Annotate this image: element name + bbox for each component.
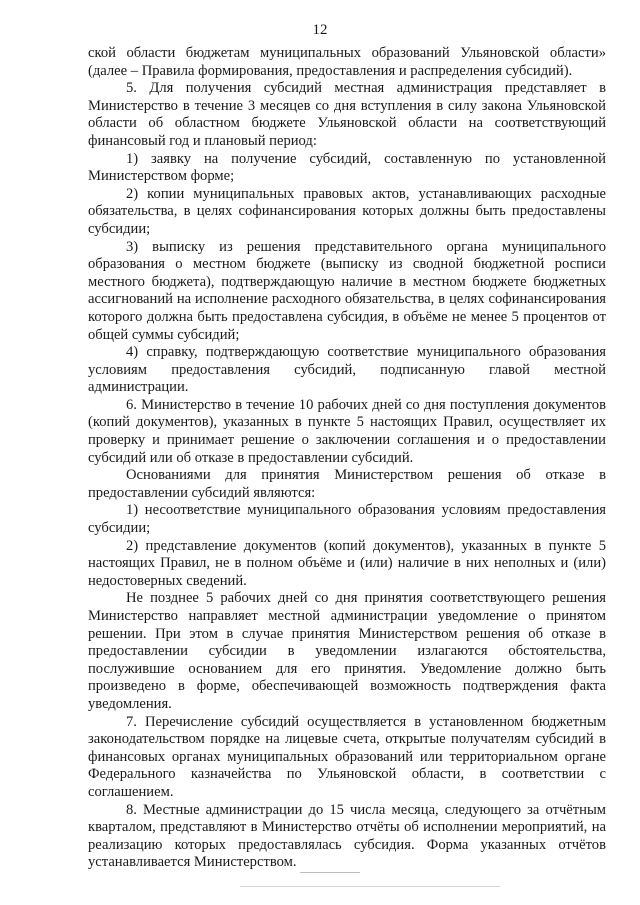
- document-body: [88, 45, 606, 872]
- paragraph-item-6: 6. Министерство в течение 10 рабочих дней со дня поступления документов (копий документов), указанных в пункте 5 настоящих Правил, осуществляет их проверку и принимает решение о заключении соглашения и о предоставлении субсидий или об отказе в предоставлении субсидий.: [88, 396, 606, 466]
- paragraph-refusal-grounds: Основаниями для принятия Министерством решения об отказе в предоставлении субсидий являются:: [88, 467, 606, 501]
- paragraph-refusal-ground-1: 1) несоответствие муниципального образования условиям предоставления субсидии;: [88, 502, 606, 537]
- paragraph-continuation: ской области бюджетам муниципальных образований Ульяновской области» (далее – Правила формирования, предоставления и распределения субсидий).: [88, 45, 606, 79]
- paragraph-notification: Не позднее 5 рабочих дней со дня принятия соответствующего решения Министерство направляет местной администрации уведомление о принятом решении. При этом в случае принятия Министерством решения об отказе в предоставлении субсидии в уведомлении излагаются обстоятельства, послужившие основанием для его принятия. Уведомление должно быть произведено в форме, обеспечивающей возможность подтверждения факта уведомления.: [88, 590, 606, 712]
- paragraph-item-8: 8. Местные администрации до 15 числа месяца, следующего за отчётным кварталом, представляют в Министерство отчёты об исполнении мероприятий, на реализацию которых предоставлялась субсидия. Форма указанных отчётов устанавливается Министерством.: [88, 801, 606, 871]
- paragraph-refusal-ground-2: 2) представление документов (копий документов), указанных в пункте 5 настоящих Правил, не в полном объёме и (или) наличие в них неполных и (или) недостоверных сведений.: [88, 537, 606, 589]
- paragraph-item-5: 5. Для получения субсидий местная администрация представляет в Министерство в течение 3 месяцев со дня вступления в силу закона Ульяновской области об областном бюджете Ульяновской области на соответствующий финансовый год и плановый период:: [88, 80, 606, 149]
- page-number: 12: [312, 22, 328, 38]
- paragraph-item-7: 7. Перечисление субсидий осуществляется в установленном бюджетным законодательством порядке на лицевые счета, открытые получателям субсидий в финансовых органах муниципальных образований или территориальном органе Федерального казначейства по Ульяновской области, в соответствии с соглашением.: [88, 713, 606, 800]
- scan-artifact: [240, 886, 500, 887]
- paragraph-item-5-2: 2) копии муниципальных правовых актов, устанавливающих расходные обязательства, в целях софинансирования которых должны быть предоставлены субсидии;: [88, 185, 606, 237]
- paragraph-item-5-4: 4) справку, подтверждающую соответствие муниципального образования условиям предоставления субсидий, подписанную главой местной администрации.: [88, 344, 606, 396]
- paragraph-item-5-1: 1) заявку на получение субсидий, составленную по установленной Министерством форме;: [88, 150, 606, 185]
- paragraph-item-5-3: 3) выписку из решения представительного органа муниципального образования о местном бюджете (выписку из сводной бюджетной росписи местного бюджета), подтверждающую наличие в местном бюджете бюджетных ассигнований на исполнение расходного обязательства, в целях софинансирования которого должна быть предоставлена субсидия, в объёме не менее 5 процентов от общей суммы субсидий;: [88, 238, 606, 343]
- scan-artifact: [300, 872, 360, 873]
